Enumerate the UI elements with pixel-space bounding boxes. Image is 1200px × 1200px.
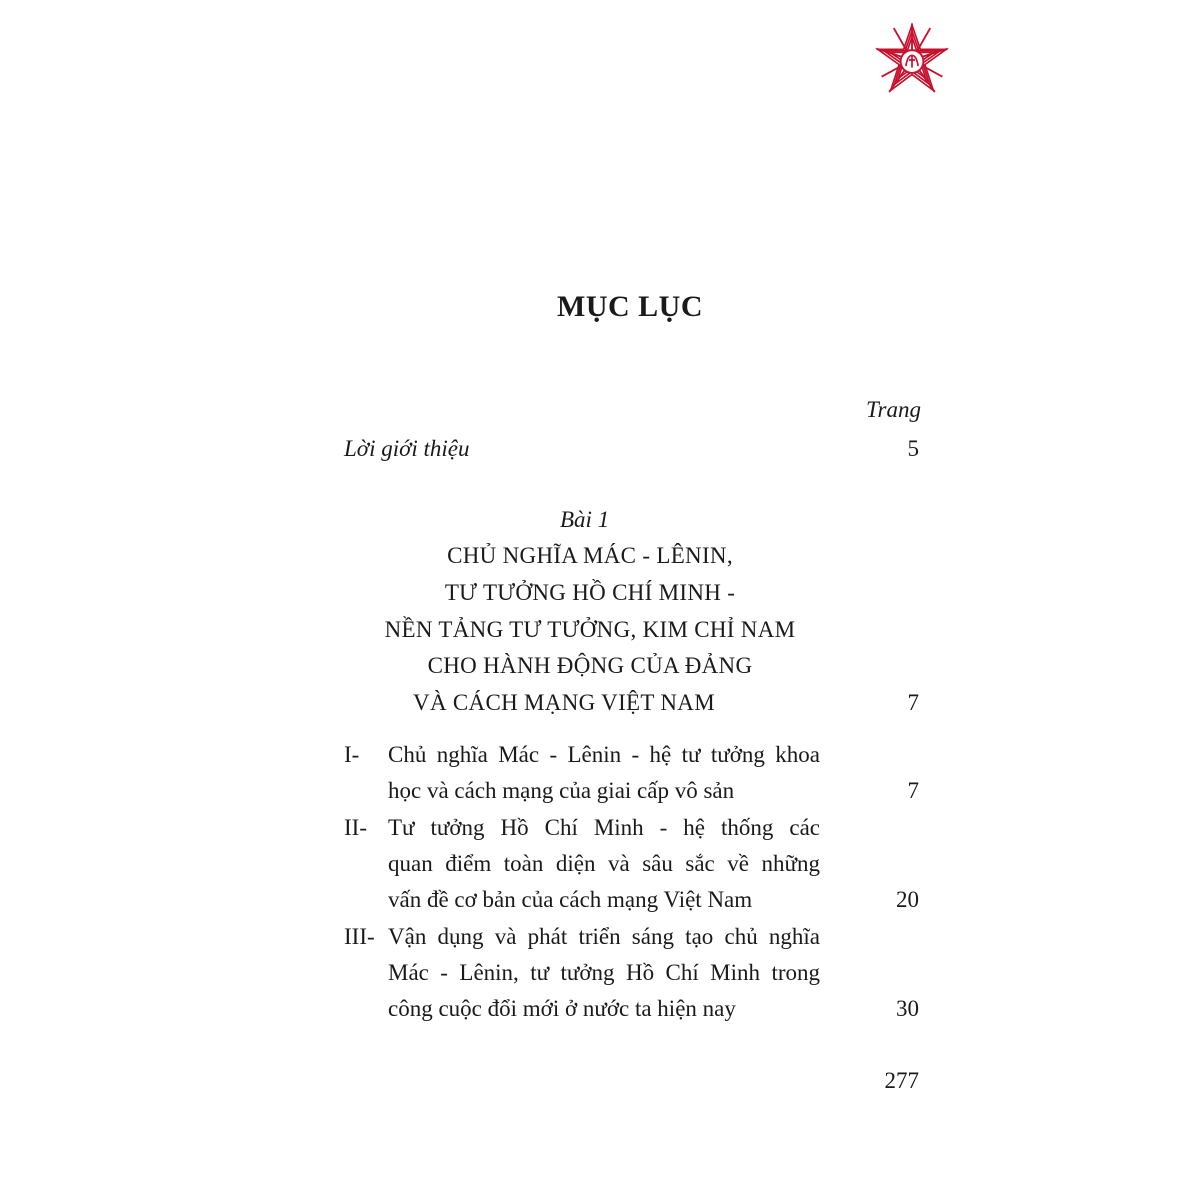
section-number: III- — [344, 924, 375, 949]
toc-intro-page: 5 — [907, 436, 919, 461]
section-number: II- — [344, 815, 367, 840]
chapter-title-line: CHỦ NGHĨA MÁC - LÊNIN, — [447, 543, 733, 568]
section-line: vấn đề cơ bản của cách mạng Việt Nam — [388, 887, 753, 912]
page-title: MỤC LỤC — [557, 290, 703, 323]
chapter-title-line: NỀN TẢNG TƯ TƯỞNG, KIM CHỈ NAM — [384, 617, 796, 642]
page-column-label: Trang — [866, 397, 921, 422]
section-number: I- — [344, 742, 360, 767]
section-line: Mác - Lênin, tư tưởng Hồ Chí Minh trong — [388, 960, 820, 985]
section-page: 20 — [896, 887, 919, 912]
section-line: Chủ nghĩa Mác - Lênin - hệ tư tưởng khoa — [388, 742, 820, 767]
publisher-logo-icon — [874, 22, 950, 98]
section-line: học và cách mạng của giai cấp vô sản — [388, 778, 735, 803]
chapter-title-line: VÀ CÁCH MẠNG VIỆT NAM — [413, 690, 715, 715]
chapter-title-line: CHO HÀNH ĐỘNG CỦA ĐẢNG — [427, 653, 753, 678]
section-page: 7 — [907, 778, 919, 803]
chapter-page: 7 — [907, 690, 919, 715]
section-line: Vận dụng và phát triển sáng tạo chủ nghĩa — [388, 924, 820, 949]
page-folio: 277 — [884, 1068, 919, 1093]
section-page: 30 — [896, 996, 919, 1021]
chapter-label: Bài 1 — [560, 507, 610, 532]
section-line: quan điểm toàn diện và sâu sắc về những — [388, 851, 820, 876]
section-line: Tư tưởng Hồ Chí Minh - hệ thống các — [388, 815, 820, 840]
chapter-title-line: TƯ TƯỞNG HỒ CHÍ MINH - — [444, 580, 736, 605]
section-line: công cuộc đổi mới ở nước ta hiện nay — [388, 996, 736, 1021]
toc-intro-label: Lời giới thiệu — [344, 436, 470, 461]
